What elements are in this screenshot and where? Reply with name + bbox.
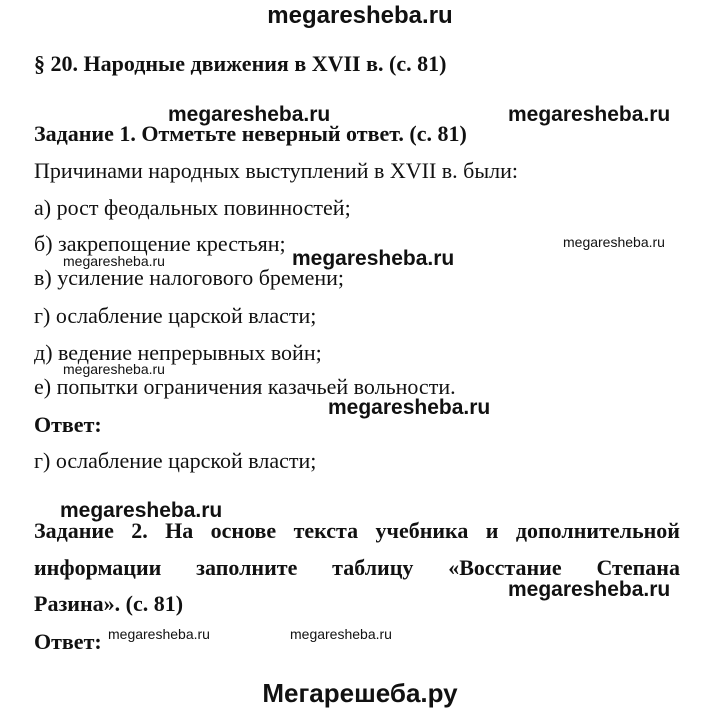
task1-option-g: г) ослабление царской власти; — [34, 303, 317, 328]
header-watermark: megaresheba.ru — [267, 2, 453, 29]
watermark: megaresheba.ru — [63, 361, 165, 377]
task2-word: текста — [293, 518, 359, 543]
watermark: megaresheba.ru — [563, 234, 665, 250]
task1-answer-label: Ответ: — [34, 412, 102, 437]
watermark: megaresheba.ru — [63, 253, 165, 269]
watermark: megaresheba.ru — [328, 396, 491, 419]
footer-watermark: Мегарешеба.ру — [262, 678, 458, 708]
task1-option-a: а) рост феодальных повинностей; — [34, 195, 351, 220]
task2-word: и — [485, 518, 499, 543]
task1-option-d: д) ведение непрерывных войн; — [34, 340, 322, 365]
task1-title: Задание 1. Отметьте неверный ответ. (с. 81) — [34, 121, 467, 146]
task2-word: 2. — [131, 518, 148, 543]
task2-word: информации — [34, 555, 162, 580]
task2-word: основе — [210, 518, 277, 543]
task2-word: «Восстание — [448, 555, 562, 580]
watermark: megaresheba.ru — [292, 247, 455, 270]
task2-word: заполните — [196, 555, 298, 580]
watermark: megaresheba.ru — [168, 103, 331, 126]
task1-question: Причинами народных выступлений в XVII в. были: — [34, 158, 519, 183]
task2-word: учебника — [375, 518, 469, 543]
watermark: megaresheba.ru — [108, 626, 210, 642]
task2-word: Степана — [596, 555, 680, 580]
task2-title-line1 — [34, 517, 680, 545]
task2-word: дополнительной — [515, 518, 680, 543]
task2-word: таблицу — [332, 555, 414, 580]
task1-option-b: б) закрепощение крестьян; — [34, 231, 286, 256]
section-title: § 20. Народные движения в XVII в. (с. 81) — [34, 51, 447, 76]
watermark: megaresheba.ru — [508, 103, 671, 126]
task2-word: Задание — [34, 518, 114, 543]
watermark: megaresheba.ru — [60, 499, 223, 522]
task2-word: На — [165, 518, 194, 543]
task1-answer: г) ослабление царской власти; — [34, 448, 317, 473]
watermark: megaresheba.ru — [508, 578, 671, 601]
watermark: megaresheba.ru — [290, 626, 392, 642]
task1-option-v: в) усиление налогового бремени; — [34, 265, 345, 290]
task1-option-e: е) попытки ограничения казачьей вольности. — [34, 374, 456, 399]
task2-title-line3: Разина». (с. 81) — [34, 591, 184, 616]
task2-answer-label: Ответ: — [34, 629, 102, 654]
